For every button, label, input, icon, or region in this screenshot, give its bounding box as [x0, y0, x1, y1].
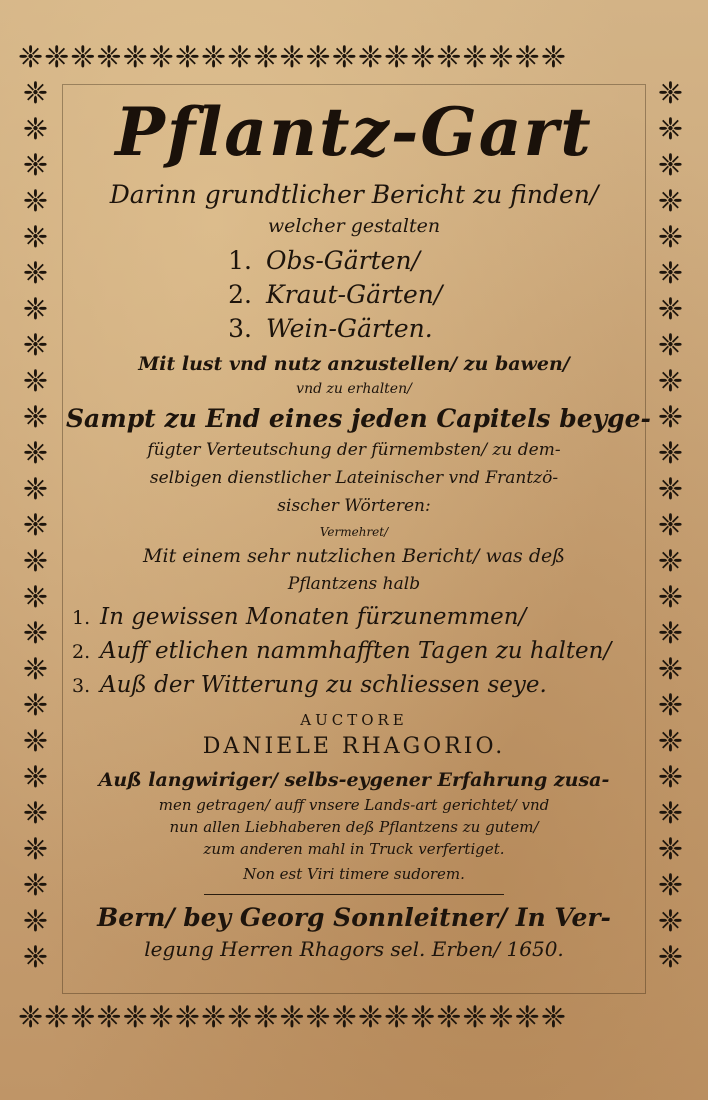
condition-text: Auß der Witterung zu schliessen seye. — [100, 672, 547, 698]
ornament-icon: ❈ — [22, 688, 50, 723]
garden-item — [66, 244, 642, 278]
ornamental-border-top — [18, 40, 690, 76]
ornament-icon: ❈ — [22, 328, 50, 363]
title-page-content — [66, 92, 651, 992]
ornament-icon: ❈ — [657, 256, 685, 291]
garden-text: Wein-Gärten. — [266, 314, 433, 343]
author-name: DANIELE RHAGORIO. — [202, 734, 506, 759]
report-line-1: Mit einem sehr nutzlichen Bericht/ was deß — [143, 545, 565, 567]
ornament-icon: ❈ — [22, 148, 50, 183]
ornament-icon: ❈ — [22, 796, 50, 831]
ornament-icon: ❈ — [22, 580, 50, 615]
ornament-icon: ❈ — [657, 652, 685, 687]
garden-number: 1. — [228, 246, 252, 275]
ornament-icon: ❈ — [410, 1000, 437, 1035]
condition-item — [72, 600, 642, 634]
ornament-icon: ❈ — [657, 508, 685, 543]
ornament-icon: ❈ — [540, 40, 567, 75]
garden-list — [66, 244, 642, 346]
ornament-icon: ❈ — [462, 40, 489, 75]
garden-text: Obs-Gärten/ — [266, 246, 420, 275]
purpose-line-2: vnd zu erhalten/ — [296, 381, 412, 397]
ornament-icon: ❈ — [227, 40, 254, 75]
ornament-icon: ❈ — [22, 184, 50, 219]
ornament-icon: ❈ — [488, 1000, 515, 1035]
ornament-icon: ❈ — [657, 184, 685, 219]
ornament-icon: ❈ — [227, 1000, 254, 1035]
condition-number: 1. — [72, 607, 91, 629]
ornament-icon: ❈ — [122, 40, 149, 75]
ornament-icon: ❈ — [657, 400, 685, 435]
ornament-icon: ❈ — [22, 256, 50, 291]
ornament-icon: ❈ — [657, 796, 685, 831]
ornament-icon: ❈ — [148, 40, 175, 75]
ornament-icon: ❈ — [22, 292, 50, 327]
ornament-icon: ❈ — [540, 1000, 567, 1035]
ornament-icon: ❈ — [657, 832, 685, 867]
ornament-icon: ❈ — [174, 40, 201, 75]
purpose-line-1: Mit lust vnd nutz anzustellen/ zu bawen/ — [138, 353, 570, 375]
ornament-icon: ❈ — [331, 40, 358, 75]
ornament-icon: ❈ — [657, 364, 685, 399]
ornament-icon: ❈ — [657, 472, 685, 507]
ornament-icon: ❈ — [657, 580, 685, 615]
ornament-icon: ❈ — [657, 616, 685, 651]
ornament-icon: ❈ — [22, 472, 50, 507]
imprint-line-2: legung Herren Rhagors sel. Erben/ 1650. — [144, 937, 564, 961]
ornament-icon: ❈ — [657, 688, 685, 723]
condition-number: 3. — [72, 675, 91, 697]
ornament-icon: ❈ — [22, 220, 50, 255]
ornament-icon: ❈ — [22, 616, 50, 651]
ornament-icon: ❈ — [148, 1000, 175, 1035]
ornament-icon: ❈ — [22, 76, 50, 111]
garden-item — [66, 278, 642, 312]
ornament-icon: ❈ — [514, 40, 541, 75]
conditions-list — [66, 600, 642, 702]
appendix-line-2: fügter Verteutschung der fürnembsten/ zu dem- — [147, 440, 561, 460]
appendix-line-4: sischer Wörteren: — [277, 496, 431, 516]
ornament-icon: ❈ — [22, 508, 50, 543]
condition-item — [72, 668, 642, 702]
ornament-icon: ❈ — [22, 364, 50, 399]
garden-number: 2. — [228, 280, 252, 309]
ornament-icon: ❈ — [514, 1000, 541, 1035]
ornament-icon: ❈ — [18, 1000, 45, 1035]
ornament-icon: ❈ — [488, 40, 515, 75]
ornamental-border-right — [652, 76, 690, 1000]
appendix-line-3: selbigen dienstlicher Lateinischer vnd Frantzö- — [149, 468, 559, 488]
ornament-icon: ❈ — [436, 40, 463, 75]
ornament-icon: ❈ — [22, 940, 50, 975]
ornament-icon: ❈ — [657, 328, 685, 363]
ornament-icon: ❈ — [410, 40, 437, 75]
ornament-icon: ❈ — [357, 1000, 384, 1035]
ornament-icon: ❈ — [70, 1000, 97, 1035]
report-line-2: Pflantzens halb — [287, 574, 421, 594]
condition-number: 2. — [72, 641, 91, 663]
ornament-icon: ❈ — [96, 40, 123, 75]
auctore-label: AUCTORE — [300, 711, 408, 729]
garden-text: Kraut-Gärten/ — [266, 280, 443, 309]
imprint-line-1: Bern/ bey Georg Sonnleitner/ In Ver- — [97, 903, 611, 932]
ornament-icon: ❈ — [200, 1000, 228, 1035]
ornament-icon: ❈ — [383, 40, 411, 75]
ornament-icon: ❈ — [657, 724, 685, 759]
ornament-icon: ❈ — [657, 868, 685, 903]
subtitle-line-1: Darinn grundtlicher Bericht zu finden/ — [109, 180, 599, 209]
ornament-icon: ❈ — [253, 1000, 280, 1035]
book-title: Pflantz-Gart — [115, 93, 593, 171]
ornament-icon: ❈ — [22, 904, 50, 939]
ornament-icon: ❈ — [22, 400, 50, 435]
ornament-icon: ❈ — [357, 40, 384, 75]
condition-item — [72, 634, 642, 668]
ornament-icon: ❈ — [22, 760, 50, 795]
ornament-icon: ❈ — [657, 940, 685, 975]
ornament-icon: ❈ — [305, 1000, 332, 1035]
condition-text: In gewissen Monaten fürzunemmen/ — [100, 604, 527, 630]
ornament-icon: ❈ — [657, 292, 685, 327]
ornament-icon: ❈ — [22, 544, 50, 579]
ornament-icon: ❈ — [657, 760, 685, 795]
ornament-icon: ❈ — [200, 40, 228, 75]
ornamental-border-bottom — [18, 1000, 690, 1036]
garden-item — [66, 312, 642, 346]
condition-text: Auff etlichen nammhafften Tagen zu halten/ — [100, 638, 612, 664]
appendix-line-1: Sampt zu End eines jeden Capitels beyge- — [66, 404, 651, 433]
experience-line-1: Auß langwiriger/ selbs-eygener Erfahrung zusa- — [98, 769, 610, 791]
ornament-icon: ❈ — [22, 652, 50, 687]
ornament-icon: ❈ — [22, 724, 50, 759]
ornament-icon: ❈ — [383, 1000, 411, 1035]
ornament-icon: ❈ — [96, 1000, 123, 1035]
ornament-icon: ❈ — [18, 40, 45, 75]
ornament-icon: ❈ — [279, 40, 306, 75]
ornament-icon: ❈ — [657, 544, 685, 579]
ornament-icon: ❈ — [253, 40, 280, 75]
experience-line-3: nun allen Liebhaberen deß Pflantzens zu gutem/ — [169, 818, 539, 836]
ornament-icon: ❈ — [305, 40, 332, 75]
ornament-icon: ❈ — [657, 220, 685, 255]
ornament-icon: ❈ — [657, 436, 685, 471]
experience-line-4: zum anderen mahl in Truck verfertiget. — [203, 840, 505, 858]
ornament-icon: ❈ — [657, 904, 685, 939]
augmented-label: Vermehret/ — [319, 525, 389, 539]
ornament-icon: ❈ — [331, 1000, 358, 1035]
imprint-rule — [204, 894, 504, 895]
ornament-icon: ❈ — [279, 1000, 306, 1035]
ornament-icon: ❈ — [657, 112, 685, 147]
ornament-icon: ❈ — [657, 148, 685, 183]
ornament-icon: ❈ — [462, 1000, 489, 1035]
ornament-icon: ❈ — [22, 436, 50, 471]
ornament-icon: ❈ — [44, 40, 71, 75]
ornament-icon: ❈ — [174, 1000, 201, 1035]
subtitle-line-2: welcher gestalten — [267, 215, 441, 237]
ornament-icon: ❈ — [657, 76, 685, 111]
garden-number: 3. — [228, 314, 252, 343]
ornament-icon: ❈ — [436, 1000, 463, 1035]
ornament-icon: ❈ — [22, 112, 50, 147]
motto: Non est Viri timere sudorem. — [243, 865, 465, 883]
ornament-icon: ❈ — [70, 40, 97, 75]
ornament-icon: ❈ — [22, 868, 50, 903]
ornament-icon: ❈ — [122, 1000, 149, 1035]
ornament-icon: ❈ — [44, 1000, 71, 1035]
ornamental-border-left — [18, 76, 54, 1000]
ornament-icon: ❈ — [22, 832, 50, 867]
experience-line-2: men getragen/ auff vnsere Lands-art gerichtet/ vnd — [158, 796, 550, 814]
